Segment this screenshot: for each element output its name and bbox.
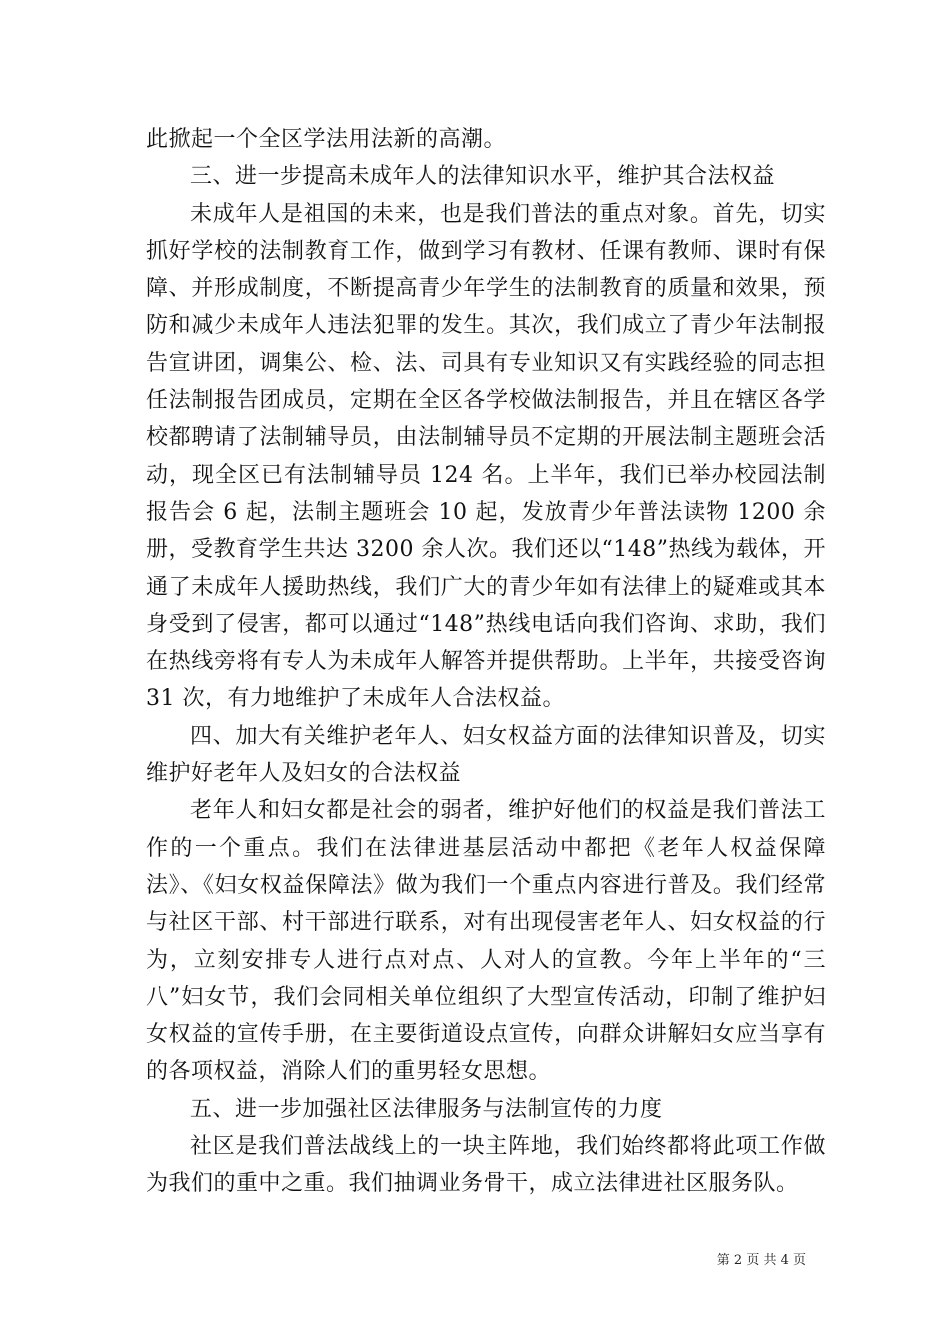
paragraph-continuation: 此掀起一个全区学法用法新的高潮。 [146, 127, 507, 152]
page-number: 第 2 页 共 4 页 [716, 1253, 806, 1268]
paragraph-minors: 未成年人是祖国的未来，也是我们普法的重点对象。首先，切实抓好学校的法制教育工作，做到学习有教材、任课有教师、课时有保障、并形成制度，不断提高青少年学生的法制教育的质量和效果，预防和减少未成年人违法犯罪的发生。其次，我们成立了青少年法制报告宣讲团，调集公、检、法、司具有专业知识又有实践经验的同志担任法制报告团成员，定期在全区各学校做法制报告，并且在辖区各学校都聘请了法制辅导员，由法制辅导员不定期的开展法制主题班会活动，现全区已有法制辅导员 124 名。上半年，我们已举办校园法制报告会 6 起，法制主题班会 10 起，发放青少年普法读物 1200 余册，受教育学生共达 3200 余人次。我们还以“148”热线为载体，开通了未成年人援助热线，我们广大的青少年如有法律上的疑难或其本身受到了侵害，都可以通过“148”热线电话向我们咨询、求助，我们在热线旁将有专人为未成年人解答并提供帮助。上半年，共接受咨询 31 次，有力地维护了未成年人合法权益。 [146, 201, 826, 712]
section-heading-3: 三、进一步提高未成年人的法律知识水平，维护其合法权益 [190, 164, 776, 190]
section-heading-4: 四、加大有关维护老年人、妇女权益方面的法律知识普及，切实维护好老年人及妇女的合法权益 [146, 723, 826, 787]
document-body [146, 121, 826, 1203]
paragraph-community: 社区是我们普法战线上的一块主阵地，我们始终都将此项工作做为我们的重中之重。我们抽调业务骨干，成立法律进社区服务队。 [146, 1134, 826, 1197]
section-heading-5: 五、进一步加强社区法律服务与法制宣传的力度 [190, 1096, 663, 1122]
paragraph-elderly-women: 老年人和妇女都是社会的弱者，维护好他们的权益是我们普法工作的一个重点。我们在法律进基层活动中都把《老年人权益保障法》、《妇女权益保障法》做为我们一个重点内容进行普及。我们经常与社区干部、村干部进行联系，对有出现侵害老年人、妇女权益的行为，立刻安排专人进行点对点、人对人的宣教。今年上半年的“三八”妇女节，我们会同相关单位组织了大型宣传活动，印制了维护妇女权益的宣传手册，在主要街道设点宣传，向群众讲解妇女应当享有的各项权益，消除人们的重男轻女思想。 [146, 798, 826, 1085]
